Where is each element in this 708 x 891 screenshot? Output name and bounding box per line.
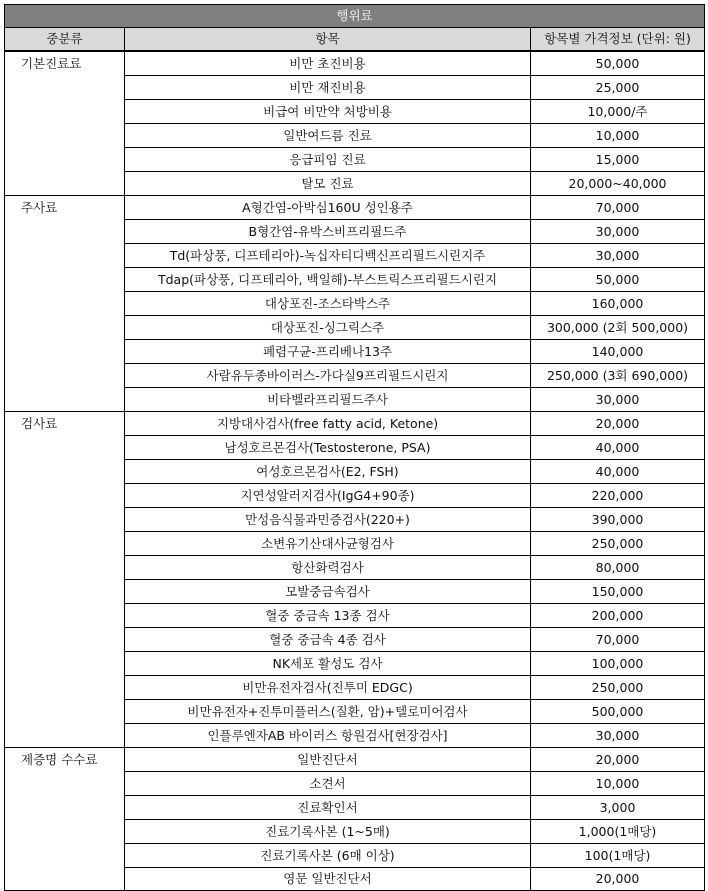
item-price-cell: 40,000 xyxy=(531,436,705,460)
item-name-cell: 만성음식물과민증검사(220+) xyxy=(125,508,531,532)
item-price-cell: 10,000 xyxy=(531,124,705,148)
item-name-cell: B형간염-유박스비프리필드주 xyxy=(125,220,531,244)
item-price-cell: 250,000 (3회 690,000) xyxy=(531,364,705,388)
item-name-cell: 모발중금속검사 xyxy=(125,580,531,604)
item-name-cell: 소변유기산대사균형검사 xyxy=(125,532,531,556)
item-price-cell: 100(1매당) xyxy=(531,844,705,868)
item-name-cell: 일반진단서 xyxy=(125,748,531,772)
item-name-cell: 일반여드름 진료 xyxy=(125,124,531,148)
item-price-cell: 1,000(1매당) xyxy=(531,820,705,844)
item-price-cell: 50,000 xyxy=(531,51,705,76)
item-price-cell: 15,000 xyxy=(531,148,705,172)
item-name-cell: 혈중 중금속 4종 검사 xyxy=(125,628,531,652)
item-name-cell: 남성호르몬검사(Testosterone, PSA) xyxy=(125,436,531,460)
item-price-cell: 20,000 xyxy=(531,868,705,891)
item-name-cell: 비타벨라프리필드주사 xyxy=(125,388,531,412)
item-name-cell: 비만유전자+진투미플러스(질환, 암)+텔로미어검사 xyxy=(125,700,531,724)
category-cell: 검사료 xyxy=(5,412,125,748)
item-price-cell: 25,000 xyxy=(531,76,705,100)
item-name-cell: 인플루엔자AB 바이러스 항원검사[현장검사] xyxy=(125,724,531,748)
item-name-cell: 혈중 중금속 13종 검사 xyxy=(125,604,531,628)
table-row xyxy=(5,748,705,772)
table-row xyxy=(5,51,705,76)
category-cell: 주사료 xyxy=(5,196,125,412)
item-name-cell: 여성호르몬검사(E2, FSH) xyxy=(125,460,531,484)
header-category: 중분류 xyxy=(5,28,125,52)
item-name-cell: 폐렴구균-프리베나13주 xyxy=(125,340,531,364)
item-price-cell: 30,000 xyxy=(531,388,705,412)
item-name-cell: 비급여 비만약 처방비용 xyxy=(125,100,531,124)
item-price-cell: 140,000 xyxy=(531,340,705,364)
item-name-cell: 영문 일반진단서 xyxy=(125,868,531,891)
header-price: 항목별 가격정보 (단위: 원) xyxy=(531,28,705,52)
item-price-cell: 30,000 xyxy=(531,724,705,748)
item-price-cell: 3,000 xyxy=(531,796,705,820)
fee-table-container xyxy=(4,4,704,891)
table-row xyxy=(5,412,705,436)
item-price-cell: 30,000 xyxy=(531,220,705,244)
table-body xyxy=(5,51,705,891)
item-name-cell: 진료기록사본 (1~5매) xyxy=(125,820,531,844)
item-name-cell: A형간염-아박심160U 성인용주 xyxy=(125,196,531,220)
table-title-row xyxy=(5,5,705,28)
header-item: 항목 xyxy=(125,28,531,52)
item-name-cell: 비만 재진비용 xyxy=(125,76,531,100)
item-price-cell: 250,000 xyxy=(531,676,705,700)
item-name-cell: 진료확인서 xyxy=(125,796,531,820)
table-header-row xyxy=(5,28,705,52)
fee-table xyxy=(4,4,705,891)
item-name-cell: 비만 초진비용 xyxy=(125,51,531,76)
item-price-cell: 50,000 xyxy=(531,268,705,292)
item-price-cell: 70,000 xyxy=(531,196,705,220)
item-name-cell: 사람유두종바이러스-가다실9프리필드시린지 xyxy=(125,364,531,388)
category-cell: 기본진료료 xyxy=(5,51,125,196)
item-name-cell: 대상포진-싱그릭스주 xyxy=(125,316,531,340)
item-name-cell: 지방대사검사(free fatty acid, Ketone) xyxy=(125,412,531,436)
category-cell: 제증명 수수료 xyxy=(5,748,125,891)
table-title: 행위료 xyxy=(5,5,705,28)
item-price-cell: 20,000 xyxy=(531,748,705,772)
item-name-cell: Tdap(파상풍, 디프테리아, 백일해)-부스트릭스프리필드시린지 xyxy=(125,268,531,292)
item-price-cell: 30,000 xyxy=(531,244,705,268)
item-price-cell: 100,000 xyxy=(531,652,705,676)
table-row xyxy=(5,196,705,220)
item-name-cell: 항산화력검사 xyxy=(125,556,531,580)
item-price-cell: 20,000 xyxy=(531,412,705,436)
item-name-cell: 지연성알러지검사(IgG4+90종) xyxy=(125,484,531,508)
item-price-cell: 40,000 xyxy=(531,460,705,484)
item-price-cell: 150,000 xyxy=(531,580,705,604)
item-name-cell: 소견서 xyxy=(125,772,531,796)
item-price-cell: 300,000 (2회 500,000) xyxy=(531,316,705,340)
item-price-cell: 390,000 xyxy=(531,508,705,532)
item-name-cell: 진료기록사본 (6매 이상) xyxy=(125,844,531,868)
item-price-cell: 10,000/주 xyxy=(531,100,705,124)
item-price-cell: 160,000 xyxy=(531,292,705,316)
item-name-cell: NK세포 활성도 검사 xyxy=(125,652,531,676)
item-price-cell: 500,000 xyxy=(531,700,705,724)
item-name-cell: 대상포진-조스타박스주 xyxy=(125,292,531,316)
item-name-cell: 응급피임 진료 xyxy=(125,148,531,172)
item-price-cell: 200,000 xyxy=(531,604,705,628)
item-name-cell: 비만유전자검사(진투미 EDGC) xyxy=(125,676,531,700)
item-price-cell: 10,000 xyxy=(531,772,705,796)
item-price-cell: 80,000 xyxy=(531,556,705,580)
item-price-cell: 220,000 xyxy=(531,484,705,508)
item-name-cell: Td(파상풍, 디프테리아)-녹십자티디백신프리필드시린지주 xyxy=(125,244,531,268)
item-name-cell: 탈모 진료 xyxy=(125,172,531,196)
item-price-cell: 70,000 xyxy=(531,628,705,652)
item-price-cell: 20,000~40,000 xyxy=(531,172,705,196)
item-price-cell: 250,000 xyxy=(531,532,705,556)
